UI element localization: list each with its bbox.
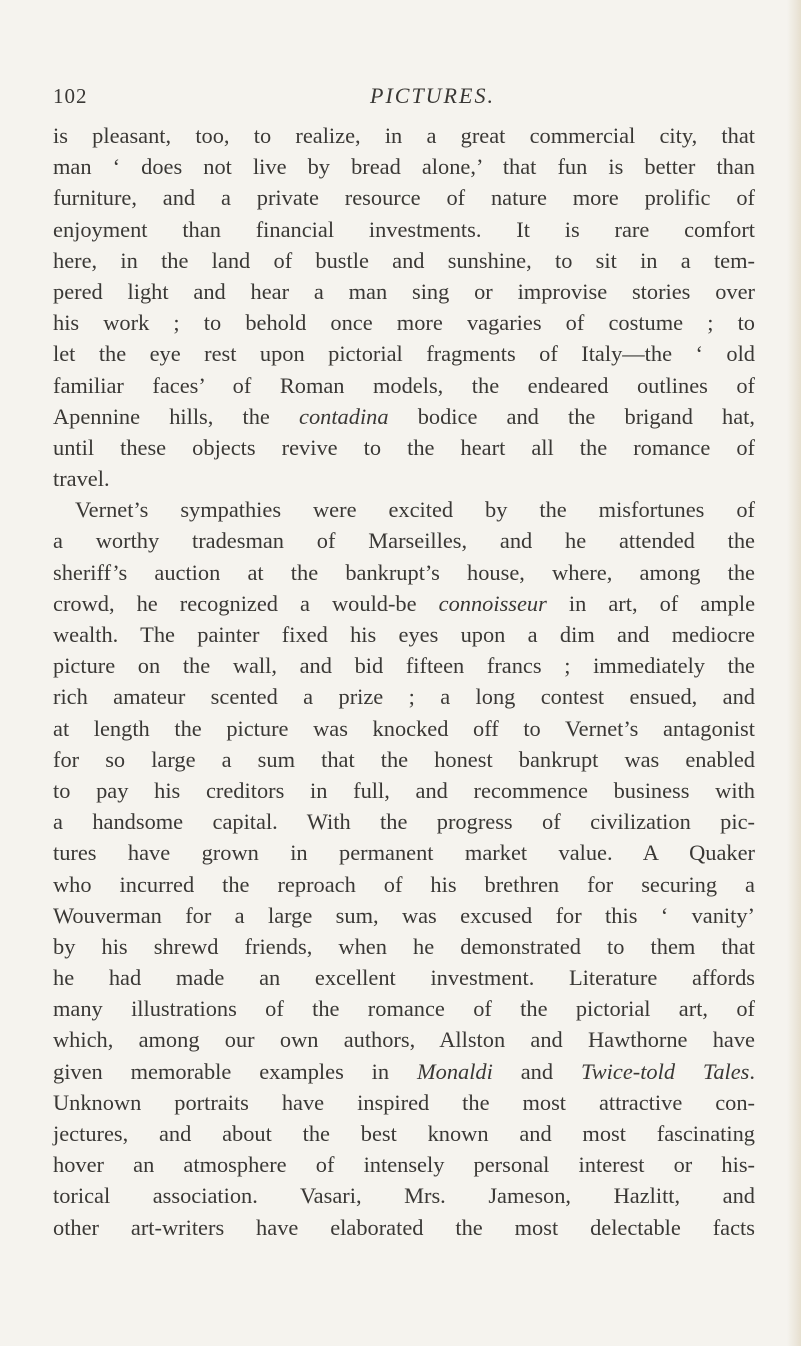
text-run: Apennine hills, the (53, 403, 299, 429)
text-run: given memorable examples in (53, 1058, 417, 1084)
text-line: at length the picture was knocked off to Vernet’s antagonist (53, 715, 755, 741)
italic-term-contadina: contadina (299, 403, 389, 429)
text-line: enjoyment than financial investments. It is rare comfort (53, 216, 755, 242)
text-line: a handsome capital. With the progress of civilization pic- (53, 809, 755, 835)
text-line: jectures, and about the best known and most fascinating (53, 1121, 755, 1146)
text-line: other art-writers have elaborated the most delectable facts (53, 1214, 755, 1240)
text-line: Wouverman for a large sum, was excused for this ‘ vanity’ (53, 902, 755, 928)
text-line: travel. (53, 466, 110, 492)
text-run: . (749, 1058, 756, 1084)
italic-title-monaldi: Monaldi (416, 1058, 493, 1084)
text-line: familiar faces’ of Roman models, the endeared outlines of (53, 372, 755, 398)
text-run: crowd, he recognized a would-be (53, 590, 439, 616)
text-line: torical association. Vasari, Mrs. Jameson, Hazlitt, and (53, 1183, 755, 1209)
text-line: he had made an excellent investment. Literature affords (53, 965, 755, 991)
text-line: furniture, and a private resource of nature more prolific of (53, 185, 755, 211)
text-line: sheriff’s auction at the bankrupt’s house, where, among the (53, 559, 755, 585)
text-line: picture on the wall, and bid fifteen francs ; immediately the (53, 653, 755, 679)
text-line: man ‘ does not live by bread alone,’ that fun is better than (53, 154, 755, 180)
text-line: who incurred the reproach of his brethren for securing a (53, 871, 755, 897)
running-title: PICTURES. (370, 83, 495, 108)
text-line: hover an atmosphere of intensely personal interest or his- (53, 1152, 755, 1178)
text-line: is pleasant, too, to realize, in a great commercial city, that (53, 123, 755, 148)
text-line (53, 1056, 755, 1087)
text-line: for so large a sum that the honest bankrupt was enabled (53, 746, 755, 772)
text-line: by his shrewd friends, when he demonstrated to them that (53, 933, 755, 959)
text-run: bodice and the brigand hat, (388, 403, 755, 429)
text-run: in art, of ample (546, 590, 756, 616)
text-line: until these objects revive to the heart all the romance of (53, 434, 755, 460)
text-line (53, 588, 755, 619)
text-line: tures have grown in permanent market value. A Quaker (53, 840, 755, 866)
text-line: wealth. The painter fixed his eyes upon a dim and mediocre (53, 622, 755, 647)
paragraph-start-line: Vernet’s sympathies were excited by the misfortunes of (75, 497, 755, 523)
text-line: a worthy tradesman of Marseilles, and he attended the (53, 528, 755, 554)
text-line (53, 401, 755, 432)
running-head (53, 78, 753, 118)
body-text (53, 120, 755, 1243)
text-line: to pay his creditors in full, and recommence business with (53, 777, 755, 803)
text-line: pered light and hear a man sing or improvise stories over (53, 278, 755, 304)
italic-term-connoisseur: connoisseur (438, 590, 547, 616)
text-line: let the eye rest upon pictorial fragments of Italy—the ‘ old (53, 341, 755, 367)
text-line: many illustrations of the romance of the pictorial art, of (53, 996, 755, 1022)
text-run: and (492, 1058, 581, 1084)
page-edge-shadow (787, 0, 801, 1346)
text-line: Unknown portraits have inspired the most attractive con- (53, 1089, 755, 1115)
text-line: here, in the land of bustle and sunshine, to sit in a tem- (53, 247, 755, 273)
italic-title-twice-told-tales: Twice-told Tales (580, 1058, 750, 1084)
page-number: 102 (53, 84, 88, 108)
text-line: rich amateur scented a prize ; a long contest ensued, and (53, 684, 755, 710)
text-line: his work ; to behold once more vagaries of costume ; to (53, 310, 755, 336)
text-line: which, among our own authors, Allston and Hawthorne have (53, 1027, 755, 1053)
